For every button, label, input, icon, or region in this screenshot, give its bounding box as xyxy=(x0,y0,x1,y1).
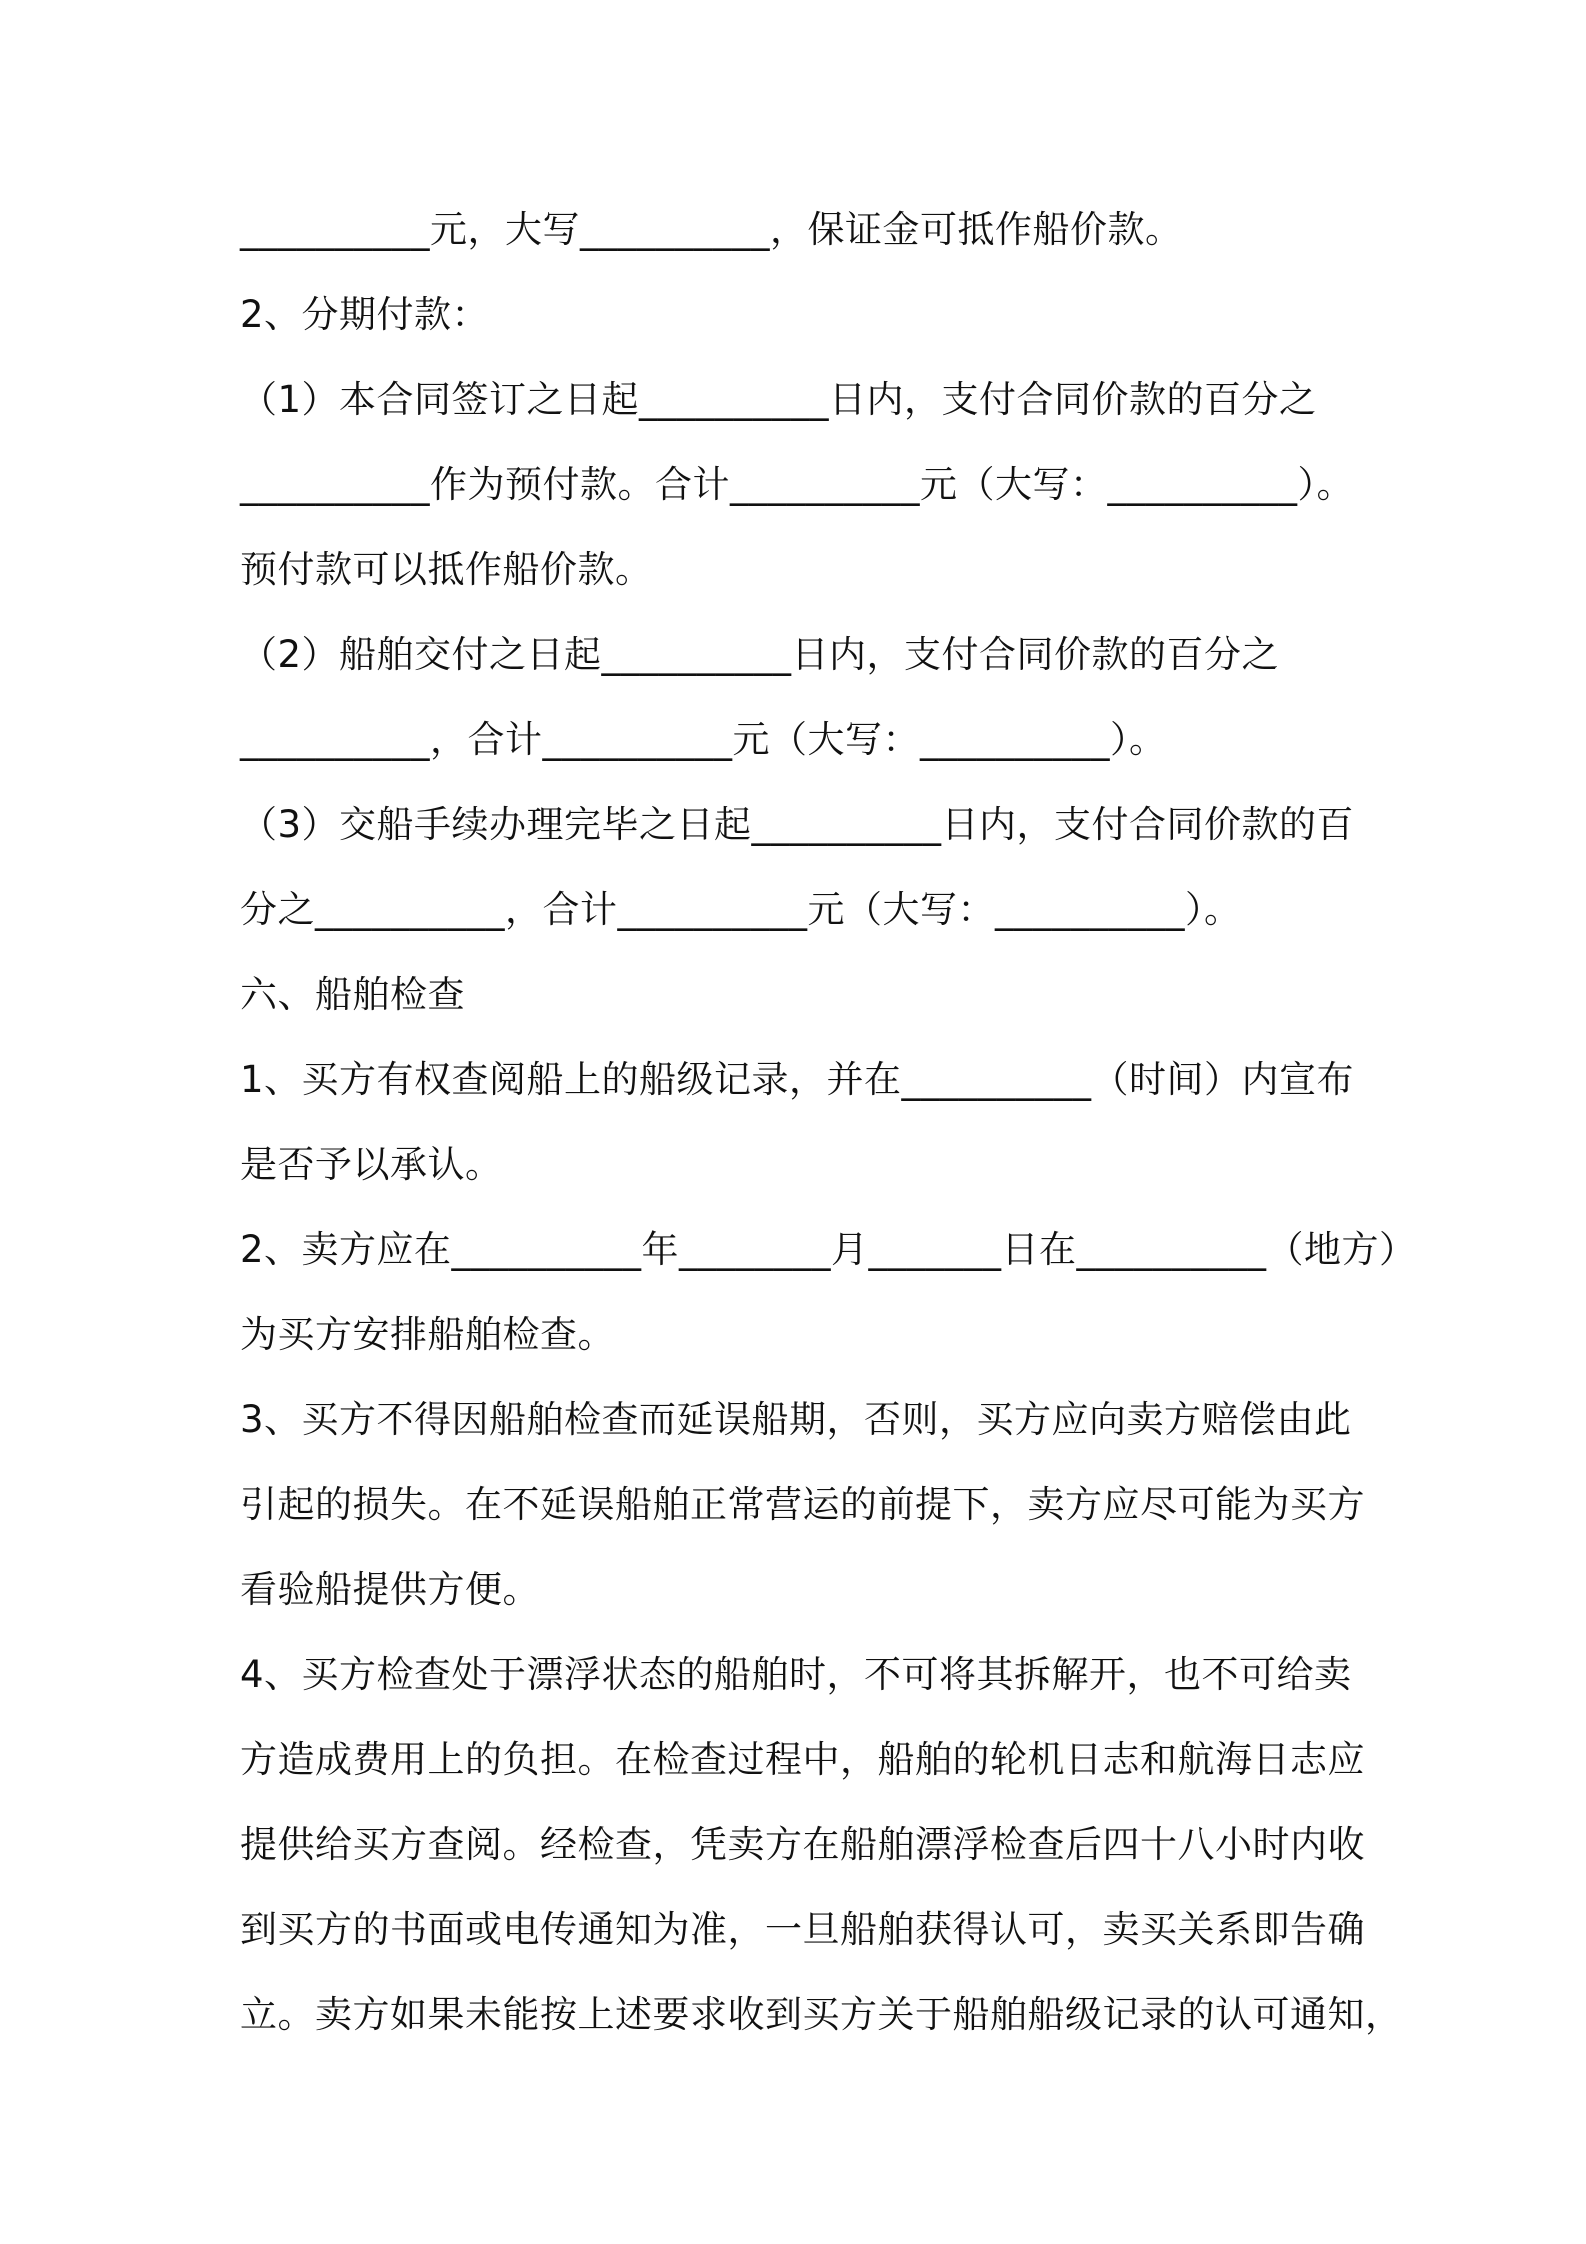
text-line: 1、买方有权查阅船上的船级记录，并在__________（时间）内宣布 xyxy=(240,1058,1355,1101)
text-line: 引起的损失。在不延误船舶正常营运的前提下，卖方应尽可能为买方 xyxy=(240,1483,1365,1526)
text-line: （2）船舶交付之日起__________日内，支付合同价款的百分之 xyxy=(240,633,1280,676)
text-line: 预付款可以抵作船价款。 xyxy=(240,548,653,591)
text-line: 立。卖方如果未能按上述要求收到买方关于船舶船级记录的认可通知， xyxy=(240,1993,1403,2036)
text-line: 分之__________，合计__________元（大写：__________）。 xyxy=(240,888,1242,931)
text-line: （3）交船手续办理完毕之日起__________日内，支付合同价款的百 xyxy=(240,803,1355,846)
text-line: 3、买方不得因船舶检查而延误船期，否则，买方应向卖方赔偿由此 xyxy=(240,1398,1352,1441)
text-line: （1）本合同签订之日起__________日内，支付合同价款的百分之 xyxy=(240,378,1317,421)
text-line: 2、分期付款： xyxy=(240,293,490,336)
text-line: __________作为预付款。合计__________元（大写：__________）。 xyxy=(240,463,1354,506)
text-line: 是否予以承认。 xyxy=(240,1143,503,1186)
text-line: __________元，大写__________，保证金可抵作船价款。 xyxy=(240,208,1183,251)
section-heading: 六、船舶检查 xyxy=(240,973,465,1016)
text-line: 2、卖方应在__________年________月_______日在__________（地方） xyxy=(240,1228,1417,1271)
text-line: 提供给买方查阅。经检查，凭卖方在船舶漂浮检查后四十八小时内收 xyxy=(240,1823,1365,1866)
text-line: 4、买方检查处于漂浮状态的船舶时，不可将其拆解开，也不可给卖 xyxy=(240,1653,1352,1696)
text-line: __________，合计__________元（大写：__________）。 xyxy=(240,718,1167,761)
text-line: 方造成费用上的负担。在检查过程中，船舶的轮机日志和航海日志应 xyxy=(240,1738,1365,1781)
text-line: 为买方安排船舶检查。 xyxy=(240,1313,615,1356)
text-line: 看验船提供方便。 xyxy=(240,1568,540,1611)
text-line: 到买方的书面或电传通知为准，一旦船舶获得认可，卖买关系即告确 xyxy=(240,1908,1365,1951)
